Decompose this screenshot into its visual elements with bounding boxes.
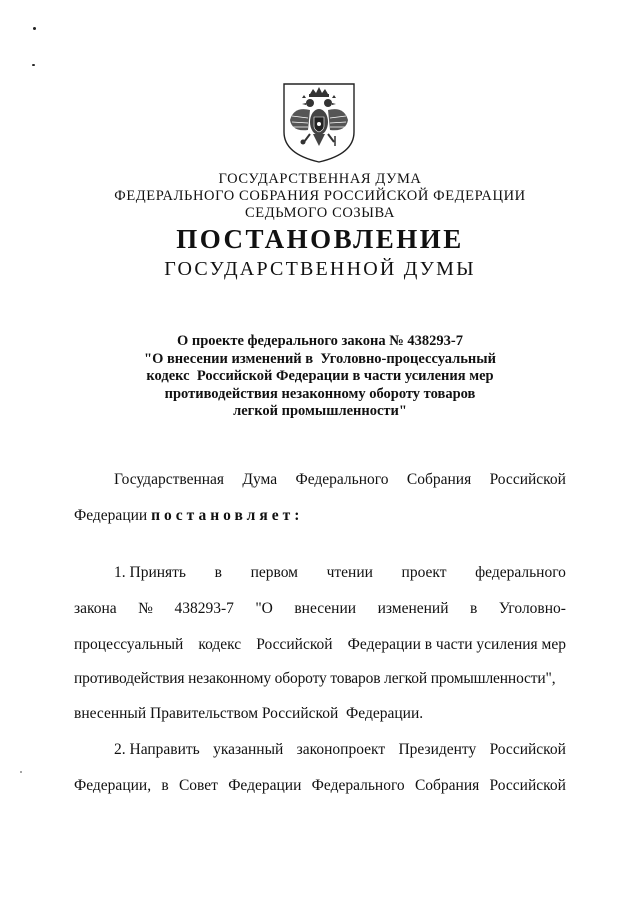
paragraph2-line-2 [74, 777, 566, 795]
word: процессуальный [74, 636, 184, 653]
word: Российской [489, 777, 566, 794]
word: внесении [294, 600, 357, 617]
intro-line-2 [74, 507, 566, 525]
scan-speck [20, 771, 22, 773]
word: изменений [377, 600, 449, 617]
scan-speck [33, 27, 36, 30]
paragraph2-line-1 [114, 741, 566, 759]
document-subtitle: ГОСУДАРСТВЕННОЙ ДУМЫ [164, 258, 476, 280]
word: в [470, 600, 478, 617]
word: Федерации [74, 507, 148, 524]
word: № [138, 600, 153, 617]
word: Дума [242, 471, 278, 488]
word: федерального [475, 564, 566, 581]
word: Государственная [114, 471, 225, 488]
paragraph1-line-5: внесенный Правительством Российской Федерации. [74, 705, 424, 722]
word: Собрания [414, 777, 480, 794]
word: Российской [489, 741, 566, 758]
word: указанный [213, 741, 284, 758]
word: Российской [489, 471, 566, 488]
paragraph1-line-4: противодействия незаконному обороту товаров легкой промышленности", [74, 670, 556, 687]
russian-coat-of-arms-icon [280, 80, 358, 164]
word: чтении [326, 564, 373, 581]
word: Федерального [295, 471, 389, 488]
word: в [161, 777, 169, 794]
scan-speck [32, 64, 35, 66]
heading-line: противодействия незаконному обороту товаров [164, 385, 476, 402]
word: Совет [178, 777, 218, 794]
paragraph1-line-2 [74, 600, 566, 618]
word: "О [255, 600, 273, 617]
word: первом [250, 564, 298, 581]
document-title: ПОСТАНОВЛЕНИЕ [176, 224, 464, 254]
word: Федерации, [74, 777, 152, 794]
word: Собрания [406, 471, 472, 488]
word: Федерации [228, 777, 302, 794]
heading-line: кодекс Российской Федерации в части усиления мер [146, 368, 494, 384]
word: 2. Направить [114, 741, 200, 758]
org-name-line1: ГОСУДАРСТВЕННАЯ ДУМА [218, 171, 422, 187]
intro-line-1 [114, 471, 566, 489]
resolution-heading [100, 333, 540, 421]
word: законопроект [296, 741, 386, 758]
heading-line: легкой промышленности" [233, 403, 407, 419]
word: закона [74, 600, 117, 617]
paragraph1-line-3 [74, 636, 566, 654]
word: проект [401, 564, 447, 581]
heading-line: "О внесении изменений в Уголовно-процессуальный [144, 350, 496, 367]
word: кодекс [198, 636, 242, 653]
word: 1. Принять [114, 564, 187, 581]
word: в [214, 564, 222, 581]
word: Федерации в части усиления мер [347, 636, 566, 653]
resolves-word: постановляет: [151, 507, 304, 524]
convocation-line: СЕДЬМОГО СОЗЫВА [245, 205, 395, 221]
paragraph1-line-1 [114, 564, 566, 582]
word: Уголовно- [498, 600, 566, 617]
heading-line: О проекте федерального закона № 438293-7 [176, 333, 464, 349]
org-name-line2: ФЕДЕРАЛЬНОГО СОБРАНИЯ РОССИЙСКОЙ ФЕДЕРАЦИИ [114, 188, 526, 204]
word: Президенту [398, 741, 477, 758]
word: Федерального [311, 777, 405, 794]
word: Российской [256, 636, 333, 653]
word: 438293-7 [174, 600, 234, 617]
